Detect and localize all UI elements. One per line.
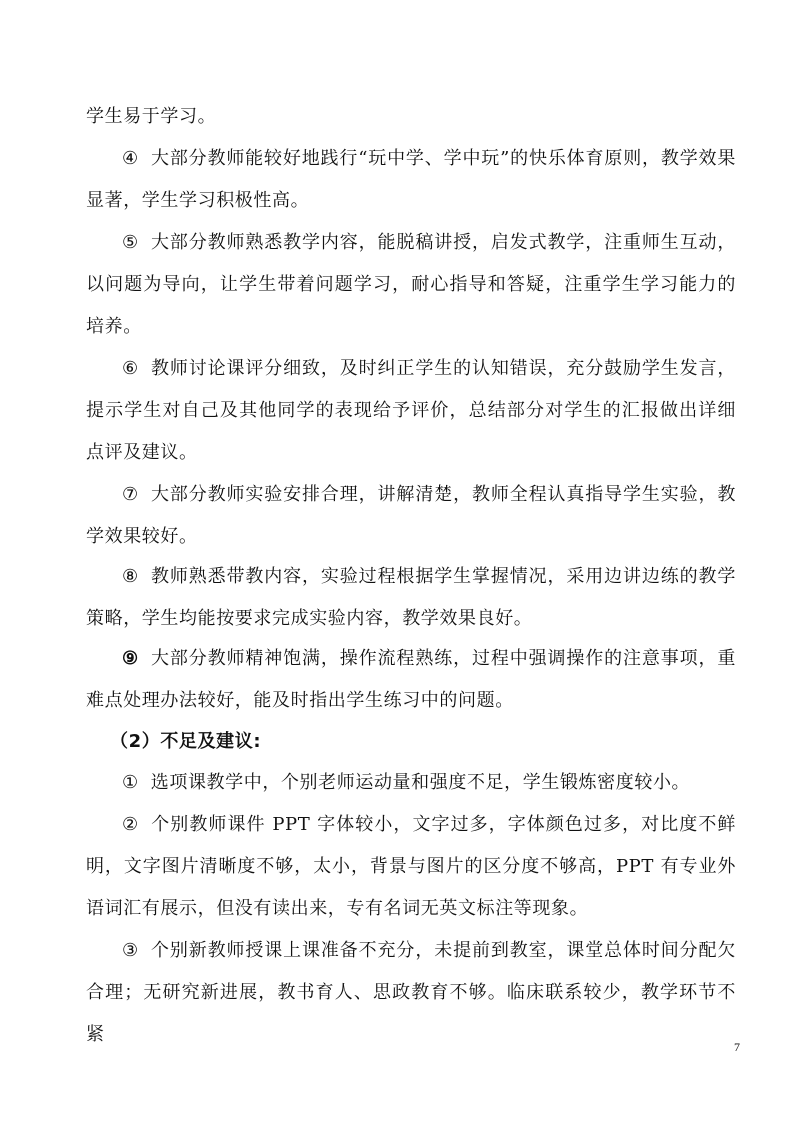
item-marker: ⑥ [122,358,140,379]
suggestion-item-1 [86,762,736,804]
item-marker: ⑦ [122,484,140,505]
item-marker: ⑧ [122,566,140,587]
item-marker: ⑤ [122,232,140,253]
paragraph-text: 大部分教师能较好地践行“玩中学、学中玩”的快乐体育原则，教学效果显著，学生学习积极性高。 [86,148,736,211]
paragraph-text: 教师熟悉带教内容，实验过程根据学生掌握情况，采用边讲边练的教学策略，学生均能按要求完成实验内容，教学效果良好。 [86,566,736,629]
item-marker: ⑨ [122,648,140,669]
item-marker: ① [122,772,139,793]
paragraph-text: 大部分教师熟悉教学内容，能脱稿讲授，启发式教学，注重师生互动，以问题为导向，让学生带着问题学习，耐心指导和答疑，注重学生学习能力的培养。 [86,232,736,337]
paragraph-text: 学生易于学习。 [86,106,217,127]
paragraph-text: 大部分教师实验安排合理，讲解清楚，教师全程认真指导学生实验，教学效果较好。 [86,484,736,547]
item-marker: ④ [122,148,139,169]
paragraph-item-9 [86,638,736,722]
section-heading: （2）不足及建议: [110,731,262,752]
paragraph-item-5 [86,222,736,348]
paragraph-text: 个别新教师授课上课准备不充分，未提前到教室，课堂总体时间分配欠合理；无研究新进展，教书育人、思政教育不够。临床联系较少，教学环节不紧 [86,940,736,1045]
paragraph-text: 个别教师课件 PPT 字体较小，文字过多，字体颜色过多，对比度不鲜明，文字图片清晰度不够，太小，背景与图片的区分度不够高，PPT 有专业外语词汇有展示，但没有读出来，专有名词无英文标注等现象。 [86,814,736,919]
paragraph-item-6 [86,348,736,474]
item-marker: ② [122,814,140,835]
paragraph-item-4 [86,138,736,222]
paragraph-text: 教师讨论课评分细致，及时纠正学生的认知错误，充分鼓励学生发言，提示学生对自己及其他同学的表现给予评价，总结部分对学生的汇报做出详细点评及建议。 [86,358,736,463]
paragraph-text: 大部分教师精神饱满，操作流程熟练，过程中强调操作的注意事项，重难点处理办法较好，能及时指出学生练习中的问题。 [86,648,736,711]
item-marker: ③ [122,940,140,961]
suggestion-item-3 [86,930,736,1056]
paragraph-continuation [86,96,736,138]
suggestion-item-2 [86,804,736,930]
page-number: 7 [734,1040,740,1054]
paragraph-item-7 [86,474,736,558]
paragraph-item-8 [86,556,736,640]
paragraph-text: 选项课教学中，个别老师运动量和强度不足，学生锻炼密度较小。 [150,772,691,793]
